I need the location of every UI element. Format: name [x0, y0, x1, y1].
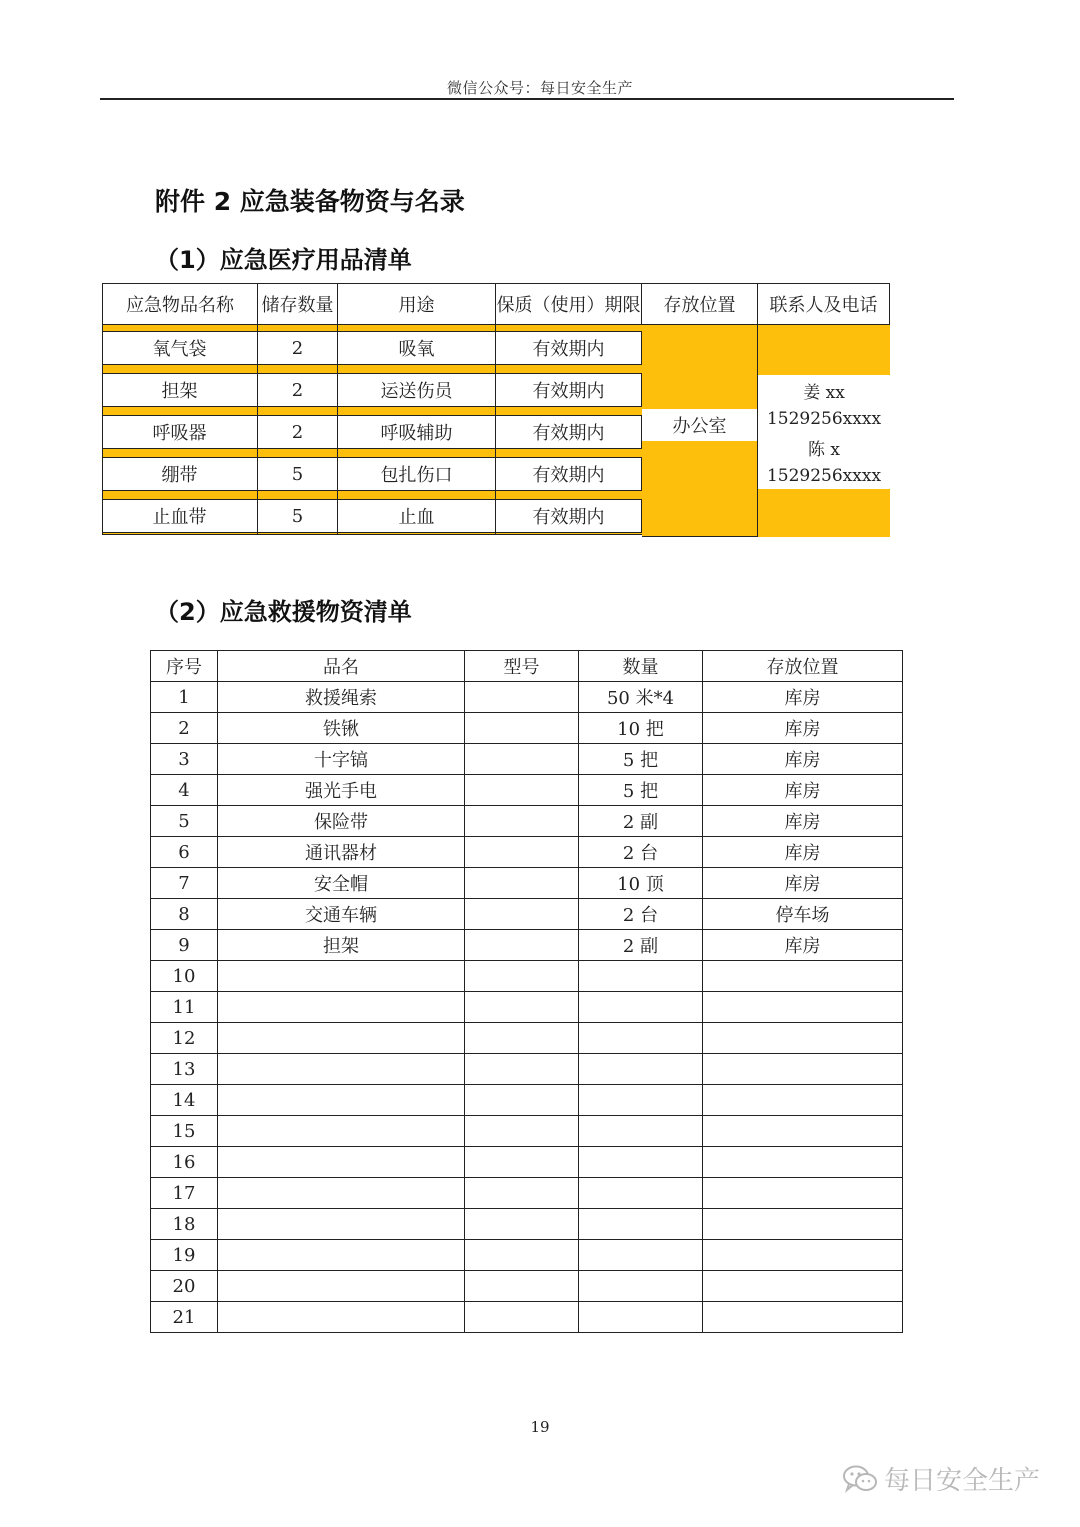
table-row: [151, 868, 903, 899]
item-name: [218, 1302, 465, 1333]
item-quantity: 5: [258, 457, 338, 491]
item-model: [465, 899, 579, 930]
item-name: 担架: [102, 373, 258, 407]
row-index: 10: [151, 961, 218, 992]
item-model: [465, 1116, 579, 1147]
item-name: [218, 1178, 465, 1209]
item-model: [465, 713, 579, 744]
row-index: 15: [151, 1116, 218, 1147]
item-quantity: [579, 992, 703, 1023]
header-item-name: 应急物品名称: [102, 283, 258, 325]
item-name: [218, 1085, 465, 1116]
item-quantity: [579, 1085, 703, 1116]
item-model: [465, 1240, 579, 1271]
wechat-icon: [842, 1464, 878, 1494]
item-model: [465, 1178, 579, 1209]
item-location: [703, 1116, 903, 1147]
table-row: [151, 837, 903, 868]
row-index: 1: [151, 682, 218, 713]
item-quantity: [579, 1209, 703, 1240]
item-quantity: [579, 1147, 703, 1178]
section-title-medical: （1）应急医疗用品清单: [155, 246, 412, 274]
table-row: [151, 1240, 903, 1271]
item-name: 担架: [218, 930, 465, 961]
row-index: 5: [151, 806, 218, 837]
item-quantity: [579, 1116, 703, 1147]
item-usage: 呼吸辅助: [338, 415, 496, 449]
table-row: [151, 899, 903, 930]
item-model: [465, 682, 579, 713]
header-location: 存放位置: [703, 651, 903, 682]
header-index: 序号: [151, 651, 218, 682]
item-location: 库房: [703, 744, 903, 775]
item-quantity: 5 把: [579, 744, 703, 775]
header-quantity: 数量: [579, 651, 703, 682]
item-model: [465, 961, 579, 992]
item-name: 呼吸器: [102, 415, 258, 449]
row-index: 2: [151, 713, 218, 744]
running-header: 微信公众号：每日安全生产: [446, 79, 633, 97]
row-index: 20: [151, 1271, 218, 1302]
item-location: [703, 1271, 903, 1302]
item-quantity: [579, 1178, 703, 1209]
item-quantity: 5 把: [579, 775, 703, 806]
item-name: 保险带: [218, 806, 465, 837]
row-index: 21: [151, 1302, 218, 1333]
item-quantity: 2 副: [579, 806, 703, 837]
table-row: [151, 1023, 903, 1054]
table-row: [151, 1178, 903, 1209]
column-rule: [495, 325, 496, 535]
item-name: [218, 1147, 465, 1178]
row-index: 8: [151, 899, 218, 930]
contact-phone: 1529256xxxx: [766, 409, 882, 429]
item-quantity: 10 把: [579, 713, 703, 744]
item-location: [703, 1147, 903, 1178]
contact-cell: [758, 325, 890, 537]
item-location: [703, 1240, 903, 1271]
table-row: [151, 961, 903, 992]
item-quantity: [579, 1023, 703, 1054]
item-quantity: [579, 1240, 703, 1271]
row-index: 3: [151, 744, 218, 775]
table-row: [151, 1271, 903, 1302]
item-location: [703, 1178, 903, 1209]
item-location: 库房: [703, 682, 903, 713]
header-model: 型号: [465, 651, 579, 682]
item-quantity: 2: [258, 331, 338, 365]
watermark-text: 每日安全生产: [884, 1466, 1041, 1496]
row-index: 18: [151, 1209, 218, 1240]
watermark: [842, 1460, 1040, 1497]
item-location: [703, 1302, 903, 1333]
row-index: 19: [151, 1240, 218, 1271]
item-location: 停车场: [703, 899, 903, 930]
item-name: [218, 1023, 465, 1054]
item-name: 十字镐: [218, 744, 465, 775]
row-index: 4: [151, 775, 218, 806]
item-name: 铁锹: [218, 713, 465, 744]
row-index: 17: [151, 1178, 218, 1209]
item-quantity: 10 顶: [579, 868, 703, 899]
table-row: [151, 1054, 903, 1085]
item-model: [465, 1147, 579, 1178]
item-expiry: 有效期内: [496, 457, 642, 491]
item-expiry: 有效期内: [496, 415, 642, 449]
item-usage: 止血: [338, 499, 496, 533]
item-location: [703, 992, 903, 1023]
item-quantity: 2 副: [579, 930, 703, 961]
item-model: [465, 775, 579, 806]
header-location: 存放位置: [642, 283, 758, 325]
item-model: [465, 868, 579, 899]
table-row: [151, 744, 903, 775]
item-location: [703, 1085, 903, 1116]
item-location: [703, 1023, 903, 1054]
item-quantity: 2 台: [579, 837, 703, 868]
item-name: [218, 1271, 465, 1302]
item-name: [218, 1209, 465, 1240]
item-quantity: [579, 1271, 703, 1302]
item-quantity: [579, 1302, 703, 1333]
item-model: [465, 806, 579, 837]
storage-location-cell: [642, 325, 758, 537]
item-name: [218, 1240, 465, 1271]
item-model: [465, 1023, 579, 1054]
item-quantity: [579, 961, 703, 992]
contact-name: 陈 x: [808, 440, 840, 460]
item-location: 库房: [703, 930, 903, 961]
row-index: 11: [151, 992, 218, 1023]
contact-list: [758, 375, 890, 489]
row-index: 9: [151, 930, 218, 961]
table-row: [151, 992, 903, 1023]
item-name: 交通车辆: [218, 899, 465, 930]
item-name: [218, 1116, 465, 1147]
item-name: [218, 992, 465, 1023]
item-usage: 包扎伤口: [338, 457, 496, 491]
item-expiry: 有效期内: [496, 331, 642, 365]
item-name: 氧气袋: [102, 331, 258, 365]
item-model: [465, 744, 579, 775]
table-row: [151, 1085, 903, 1116]
item-model: [465, 1271, 579, 1302]
item-name: 通讯器材: [218, 837, 465, 868]
item-location: [703, 1054, 903, 1085]
row-index: 13: [151, 1054, 218, 1085]
item-quantity: 2 台: [579, 899, 703, 930]
document-title: 附件 2 应急装备物资与名录: [155, 187, 465, 216]
item-name: 止血带: [102, 499, 258, 533]
table-row: [151, 775, 903, 806]
contact-phone: 1529256xxxx: [766, 466, 882, 486]
page-number: 19: [530, 1418, 550, 1436]
item-model: [465, 1209, 579, 1240]
item-expiry: 有效期内: [496, 373, 642, 407]
item-location: 库房: [703, 775, 903, 806]
table-row: [151, 930, 903, 961]
item-model: [465, 837, 579, 868]
header-quantity: 储存数量: [258, 283, 338, 325]
item-expiry: 有效期内: [496, 499, 642, 533]
row-index: 12: [151, 1023, 218, 1054]
rescue-supplies-table: [150, 650, 903, 1333]
table-row: [151, 806, 903, 837]
item-quantity: 50 米*4: [579, 682, 703, 713]
item-name: 强光手电: [218, 775, 465, 806]
item-name: 安全帽: [218, 868, 465, 899]
table-row: [151, 1116, 903, 1147]
item-usage: 运送伤员: [338, 373, 496, 407]
column-rule: [337, 325, 338, 535]
header-usage: 用途: [338, 283, 496, 325]
table-row: [151, 713, 903, 744]
row-index: 16: [151, 1147, 218, 1178]
table-row: [151, 682, 903, 713]
row-index: 6: [151, 837, 218, 868]
item-location: 库房: [703, 713, 903, 744]
item-location: 库房: [703, 837, 903, 868]
item-location: 库房: [703, 806, 903, 837]
header-contact: 联系人及电话: [758, 283, 890, 325]
table-row: [151, 1147, 903, 1178]
item-name: 绷带: [102, 457, 258, 491]
item-model: [465, 1302, 579, 1333]
item-model: [465, 992, 579, 1023]
item-usage: 吸氧: [338, 331, 496, 365]
item-quantity: 5: [258, 499, 338, 533]
item-name: [218, 1054, 465, 1085]
item-name: [218, 961, 465, 992]
row-index: 14: [151, 1085, 218, 1116]
item-name: 救援绳索: [218, 682, 465, 713]
item-location: [703, 961, 903, 992]
storage-location: 办公室: [642, 409, 757, 441]
header-rule: [100, 98, 954, 100]
contact-name: 姜 xx: [803, 383, 845, 403]
table-row: [151, 1302, 903, 1333]
item-model: [465, 1054, 579, 1085]
item-location: [703, 1209, 903, 1240]
table-row: [151, 1209, 903, 1240]
medical-supplies-table: [102, 283, 890, 537]
item-quantity: [579, 1054, 703, 1085]
column-rule: [257, 325, 258, 535]
item-model: [465, 1085, 579, 1116]
item-quantity: 2: [258, 373, 338, 407]
header-name: 品名: [218, 651, 465, 682]
table-header-row: [151, 651, 903, 682]
item-quantity: 2: [258, 415, 338, 449]
item-location: 库房: [703, 868, 903, 899]
section-title-rescue: （2）应急救援物资清单: [155, 598, 412, 626]
column-rule: [102, 325, 103, 535]
row-index: 7: [151, 868, 218, 899]
item-model: [465, 930, 579, 961]
header-expiry: 保质（使用）期限: [496, 283, 642, 325]
